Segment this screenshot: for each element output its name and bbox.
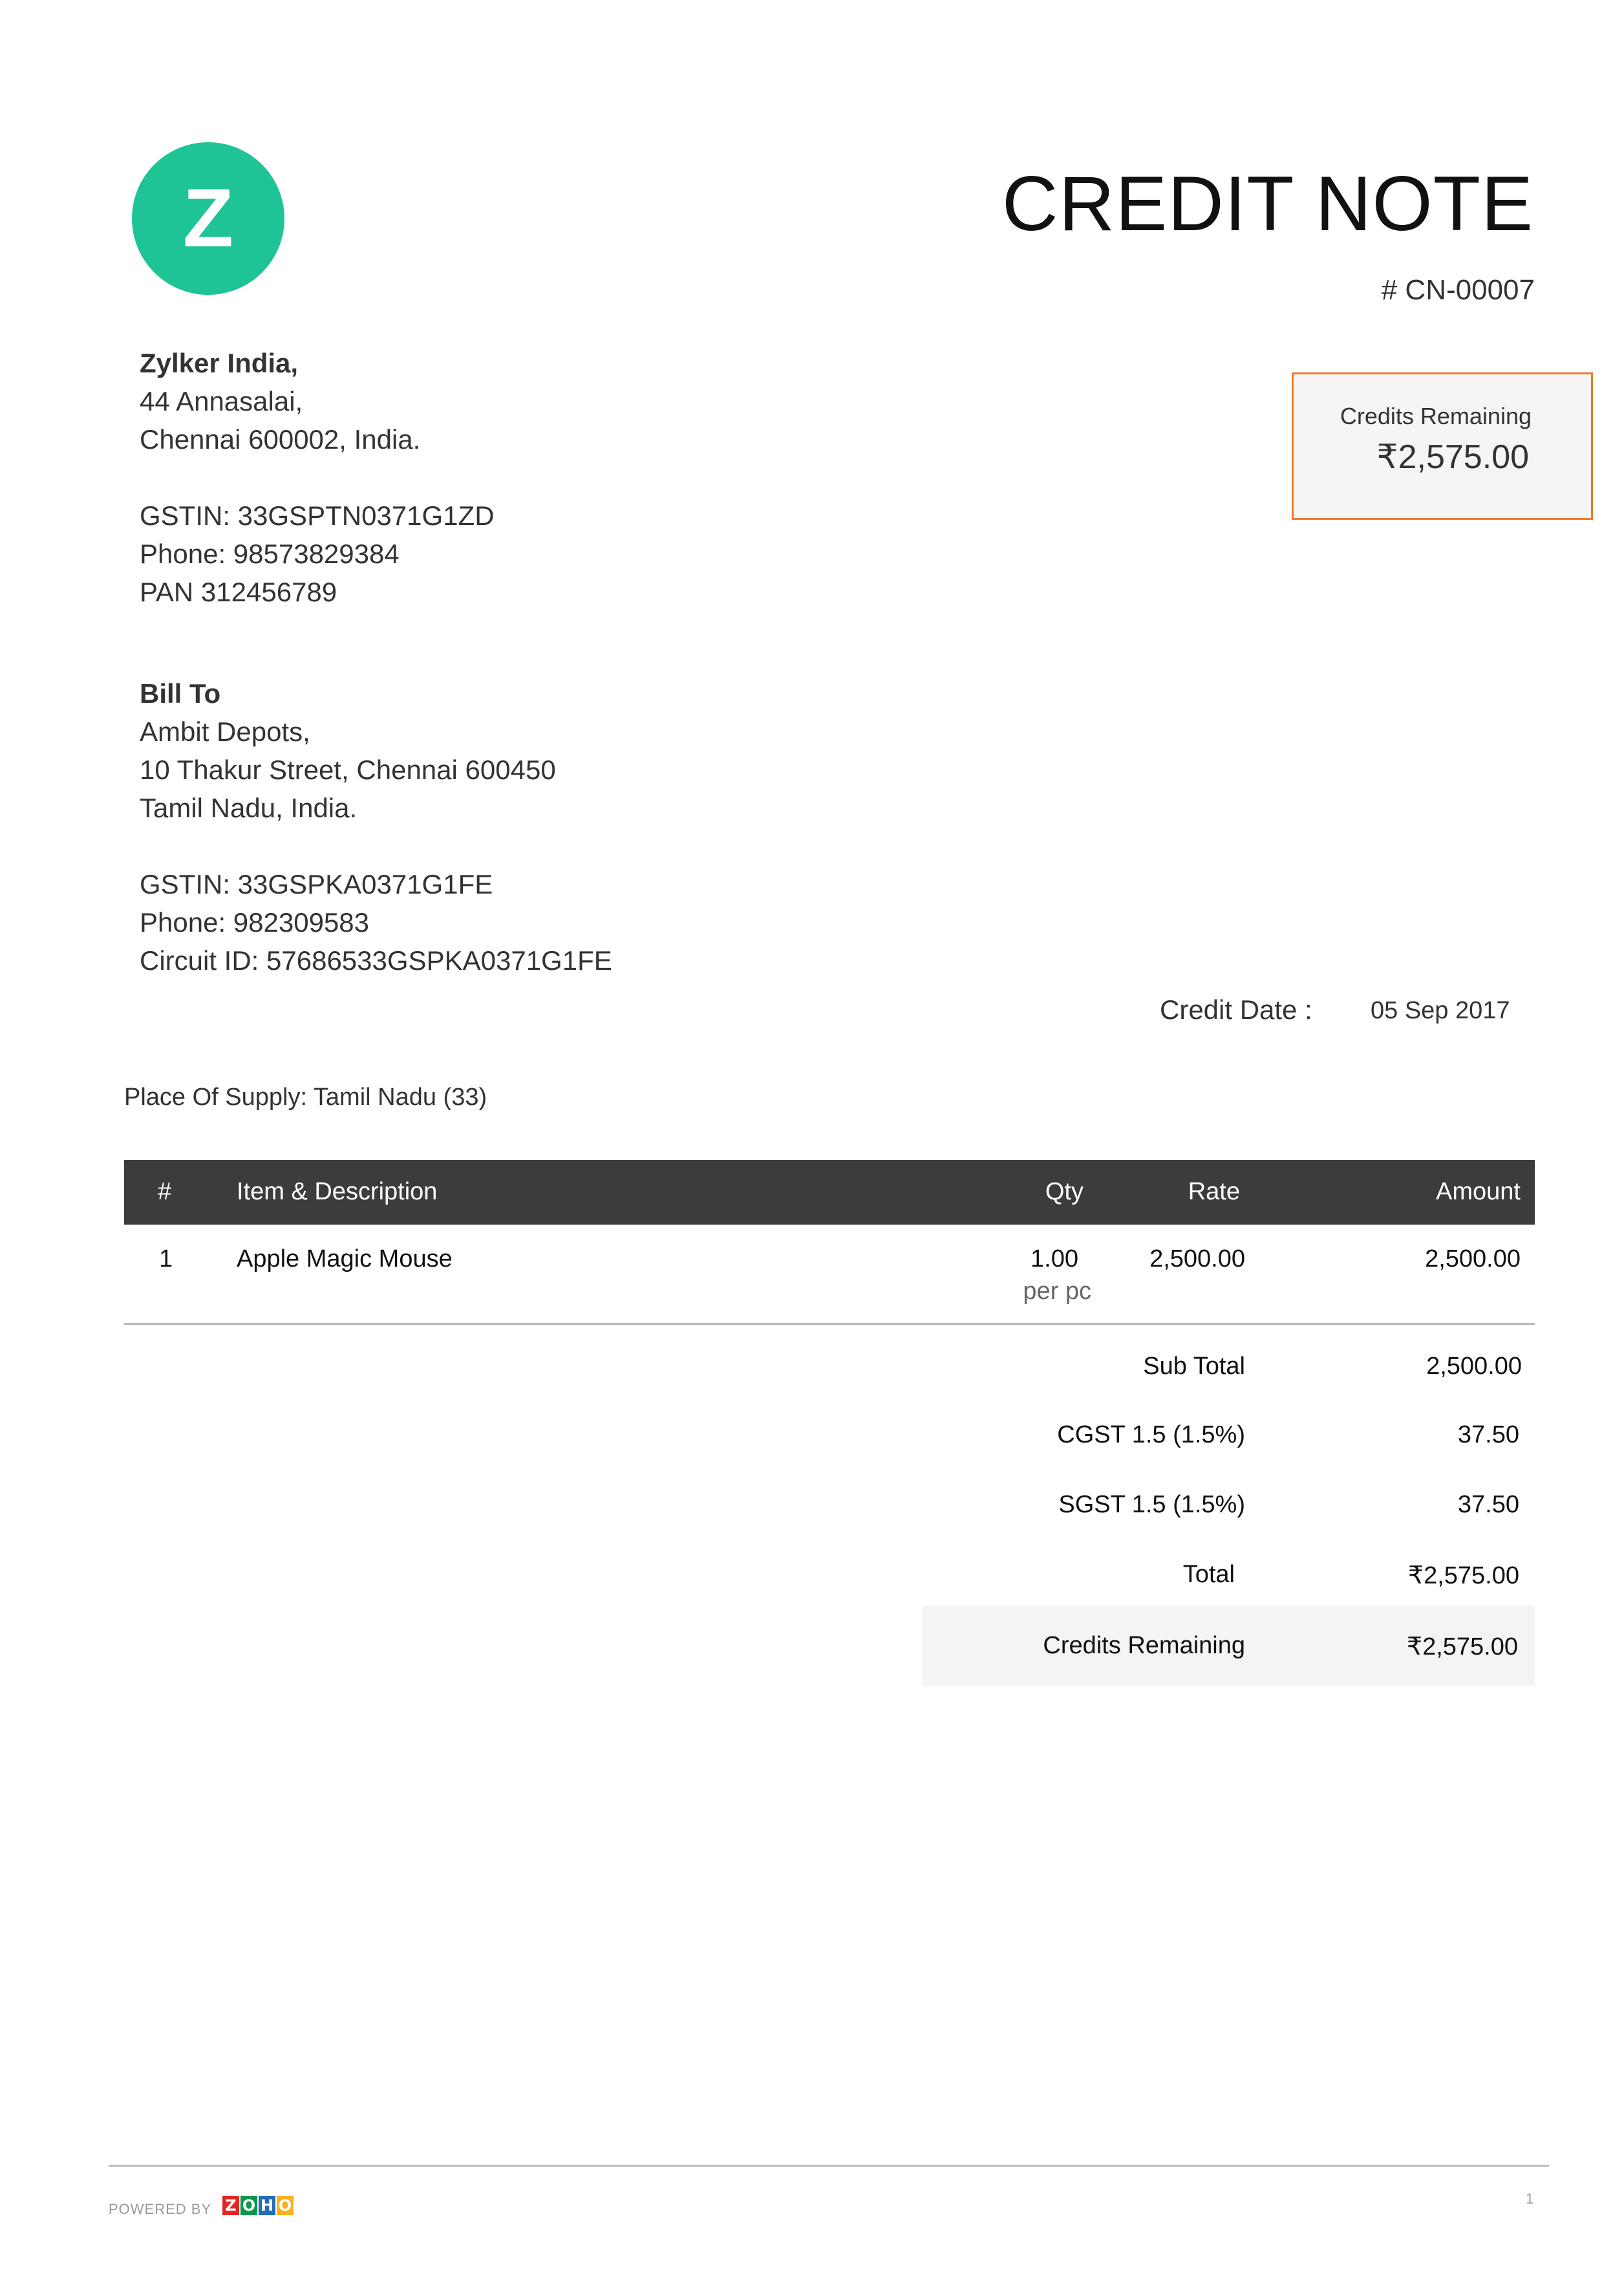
document-title: CREDIT NOTE [1001,160,1533,247]
bill-to-phone: Phone: 982309583 [140,907,370,938]
row-unit: per pc [1023,1278,1091,1305]
seller-gstin: GSTIN: 33GSPTN0371G1ZD [140,500,495,531]
credit-date-label: Credit Date : [1160,994,1312,1025]
seller-pan: PAN 312456789 [140,577,337,607]
zoho-letter-z: Z [222,2196,239,2215]
sgst-value: 37.50 [1457,1491,1519,1518]
document-number: # CN-00007 [1381,274,1535,306]
total-label: Total [1182,1561,1235,1588]
bill-to [140,674,612,980]
seller-address-line2: Chennai 600002, India. [140,424,421,455]
credits-remaining-row-value: ₹2,575.00 [1406,1633,1518,1660]
seller-address [140,344,495,611]
bill-to-gstin: GSTIN: 33GSPKA0371G1FE [140,869,493,899]
credits-remaining-row-label: Credits Remaining [1043,1632,1245,1659]
zoho-letter-h: H [259,2196,275,2215]
company-logo [132,142,284,295]
bill-to-address-line2: Tamil Nadu, India. [140,793,358,823]
cgst-value: 37.50 [1457,1421,1519,1448]
seller-phone: Phone: 98573829384 [140,539,400,569]
header-item: Item & Description [237,1178,438,1205]
zoho-letter-o2: O [277,2196,294,2215]
bill-to-address-line1: 10 Thakur Street, Chennai 600450 [140,755,556,785]
header-qty: Qty [1045,1178,1084,1205]
zoho-letter-o1: O [240,2196,257,2215]
sub-total-value: 2,500.00 [1426,1353,1522,1380]
items-table-header [124,1160,1535,1225]
credits-remaining-row [922,1606,1535,1686]
credits-remaining-label: Credits Remaining [1340,403,1532,429]
seller-address-line1: 44 Annasalai, [140,386,303,416]
credit-date-value: 05 Sep 2017 [1371,997,1510,1024]
sub-total-label: Sub Total [1143,1353,1245,1380]
credits-remaining-value: ₹2,575.00 [1376,438,1529,476]
bill-to-heading: Bill To [140,678,221,709]
logo-letter: Z [182,172,234,264]
powered-by-label: POWERED BY [109,2201,212,2217]
total-value: ₹2,575.00 [1407,1562,1519,1589]
row-rate: 2,500.00 [1149,1245,1245,1272]
page-number: 1 [1526,2191,1534,2207]
row-item: Apple Magic Mouse [237,1245,453,1272]
header-rate: Rate [1188,1178,1240,1205]
row-number: 1 [159,1245,173,1272]
credits-remaining-box [1292,372,1593,520]
table-row [124,1225,1535,1325]
zoho-logo [222,2196,294,2215]
seller-name: Zylker India, [140,348,299,378]
row-qty: 1.00 [1031,1245,1078,1272]
footer-divider [109,2165,1549,2167]
header-amount: Amount [1436,1178,1521,1205]
bill-to-circuit-id: Circuit ID: 57686533GSPKA0371G1FE [140,945,612,976]
header-number: # [158,1178,172,1205]
sgst-label: SGST 1.5 (1.5%) [1058,1491,1245,1518]
bill-to-name: Ambit Depots, [140,716,310,747]
place-of-supply: Place Of Supply: Tamil Nadu (33) [124,1084,487,1111]
row-amount: 2,500.00 [1425,1245,1521,1272]
cgst-label: CGST 1.5 (1.5%) [1057,1421,1245,1448]
